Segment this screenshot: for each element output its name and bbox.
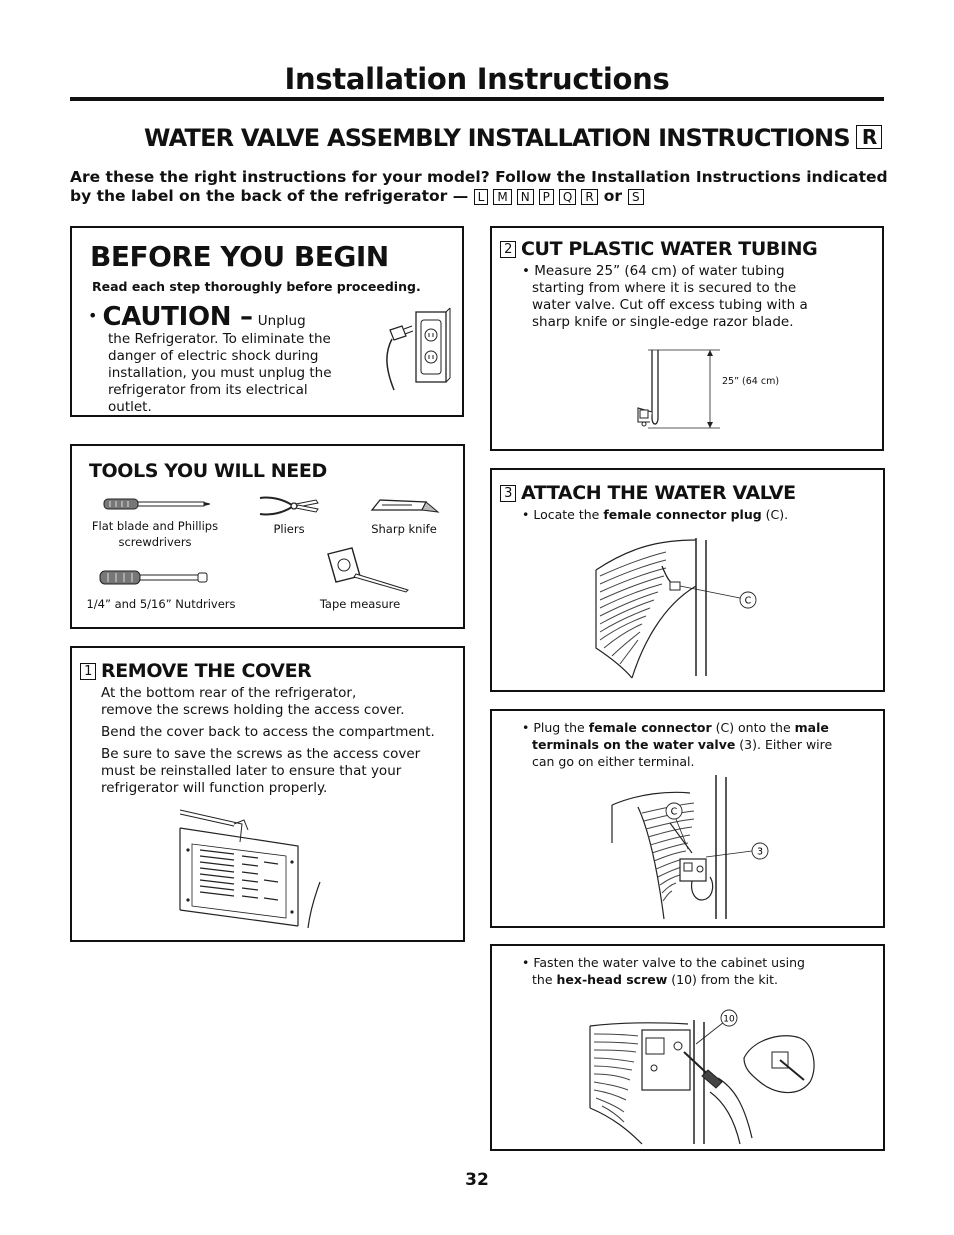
caution-label: CAUTION – — [102, 302, 253, 332]
section-title-text: WATER VALVE ASSEMBLY INSTALLATION INSTRUCTIONS — [144, 124, 850, 152]
unplug-outlet-illustration — [380, 304, 452, 392]
step2-panel — [490, 226, 884, 451]
model-code: R — [581, 189, 597, 205]
pliers-icon — [258, 494, 320, 518]
tape-measure-icon — [322, 546, 410, 594]
bullet-dot: • — [88, 306, 98, 325]
step1-paragraph: At the bottom rear of the refrigerator, remove the screws holding the access cover. — [101, 685, 405, 718]
water-valve-illustration — [610, 773, 776, 923]
tape-measure-label: Tape measure — [319, 597, 401, 611]
model-code: L — [474, 189, 489, 205]
model-badge: R — [856, 125, 883, 149]
fasten-post: (10) from the kit. — [667, 972, 779, 987]
step1-paragraph: Be sure to save the screws as the access cover must be reinstalled later to ensure that your refrigerator will function properly. — [101, 746, 421, 796]
plug-mid: (C) onto the — [711, 720, 795, 735]
caution-first-word: Unplug — [257, 313, 306, 329]
step3-text: • Locate the female connector plug (C). — [522, 507, 789, 522]
step3-heading — [500, 482, 796, 504]
before-you-begin-panel — [70, 226, 464, 417]
tools-title: TOOLS YOU WILL NEED — [89, 460, 327, 482]
step1-title: REMOVE THE COVER — [101, 660, 312, 682]
connector-plug-illustration — [592, 536, 768, 680]
intro-text: Are these the right instructions for your model? Follow the Installation Instructions indicated by the label on the back of the refrigerator — — [70, 168, 888, 205]
plug-panel — [490, 709, 885, 928]
screwdrivers-label: Flat blade and Phillips screwdrivers — [91, 519, 219, 549]
header-rule — [70, 97, 884, 101]
nutdrivers-label: 1/4” and 5/16” Nutdrivers — [86, 597, 236, 611]
fasten-bold: hex-head screw — [556, 972, 668, 987]
knife-label: Sharp knife — [371, 522, 437, 536]
callout-c: C — [744, 595, 752, 607]
callout-10: 10 — [723, 1014, 735, 1025]
nutdriver-icon — [98, 568, 210, 588]
step1-heading — [80, 660, 311, 682]
dimension-label: 25” (64 cm) — [722, 376, 780, 387]
caution-text: the Refrigerator. To eliminate the danger of electric shock during installation, you must unplug the refrigerator from its electrical outlet. — [108, 331, 332, 415]
step3-number: 3 — [500, 485, 516, 502]
step3-panel — [490, 468, 885, 692]
callout-3: 3 — [756, 846, 764, 858]
before-title: BEFORE YOU BEGIN — [90, 240, 389, 273]
fasten-pre: Fasten the water valve to the cabinet using the — [532, 955, 805, 987]
model-code: N — [517, 189, 534, 205]
intro-paragraph — [70, 168, 890, 206]
locate-post: (C). — [761, 507, 789, 522]
tools-panel — [70, 444, 465, 629]
pliers-label: Pliers — [273, 522, 305, 536]
step2-text-body: Measure 25” (64 cm) of water tubing starting from where it is secured to the water valve. Cut off excess tubing with a sharp knife or single-edge razor blade. — [532, 263, 808, 330]
or-label: or — [603, 187, 623, 205]
plug-pre: Plug the — [533, 720, 589, 735]
fasten-text: • Fasten the water valve to the cabinet using the hex-head screw (10) from the kit. — [522, 955, 805, 987]
page-number: 32 — [465, 1170, 489, 1190]
access-cover-illustration — [178, 806, 328, 928]
step2-heading — [500, 238, 817, 260]
step1-number: 1 — [80, 663, 96, 680]
callout-c: C — [670, 806, 678, 818]
plug-post: (3). Either wire can go on either terminal. — [532, 737, 833, 769]
plug-text: • Plug the female connector (C) onto the male terminals on the water valve (3). Either wire can go on either terminal. — [522, 720, 833, 769]
knife-icon — [368, 496, 442, 516]
read-note: Read each step thoroughly before proceeding. — [92, 279, 421, 294]
model-code: P — [539, 189, 554, 205]
model-code: Q — [559, 189, 576, 205]
step2-number: 2 — [500, 241, 516, 258]
screwdriver-icon — [102, 496, 212, 512]
plug-bold2: male terminals on the water valve — [532, 720, 829, 752]
caution-heading — [88, 302, 306, 332]
model-code: S — [628, 189, 644, 205]
step3-title: ATTACH THE WATER VALVE — [521, 482, 796, 504]
hex-screw-illustration — [584, 1008, 824, 1146]
fasten-panel — [490, 944, 885, 1151]
section-title — [144, 124, 882, 152]
plug-bold1: female connector — [588, 720, 712, 735]
locate-bold: female connector plug — [603, 507, 762, 522]
step1-paragraph: Bend the cover back to access the compartment. — [101, 724, 435, 740]
step2-title: CUT PLASTIC WATER TUBING — [521, 238, 818, 260]
locate-pre: Locate the — [533, 507, 604, 522]
step2-text: • Measure 25” (64 cm) of water tubing starting from where it is secured to the water valve. Cut off excess tubing with a sharp knife or single-edge razor blade. — [522, 263, 808, 330]
tubing-measure-illustration — [636, 346, 722, 432]
step1-panel — [70, 646, 465, 942]
model-code: M — [493, 189, 511, 205]
page-title: Installation Instructions — [284, 62, 670, 96]
